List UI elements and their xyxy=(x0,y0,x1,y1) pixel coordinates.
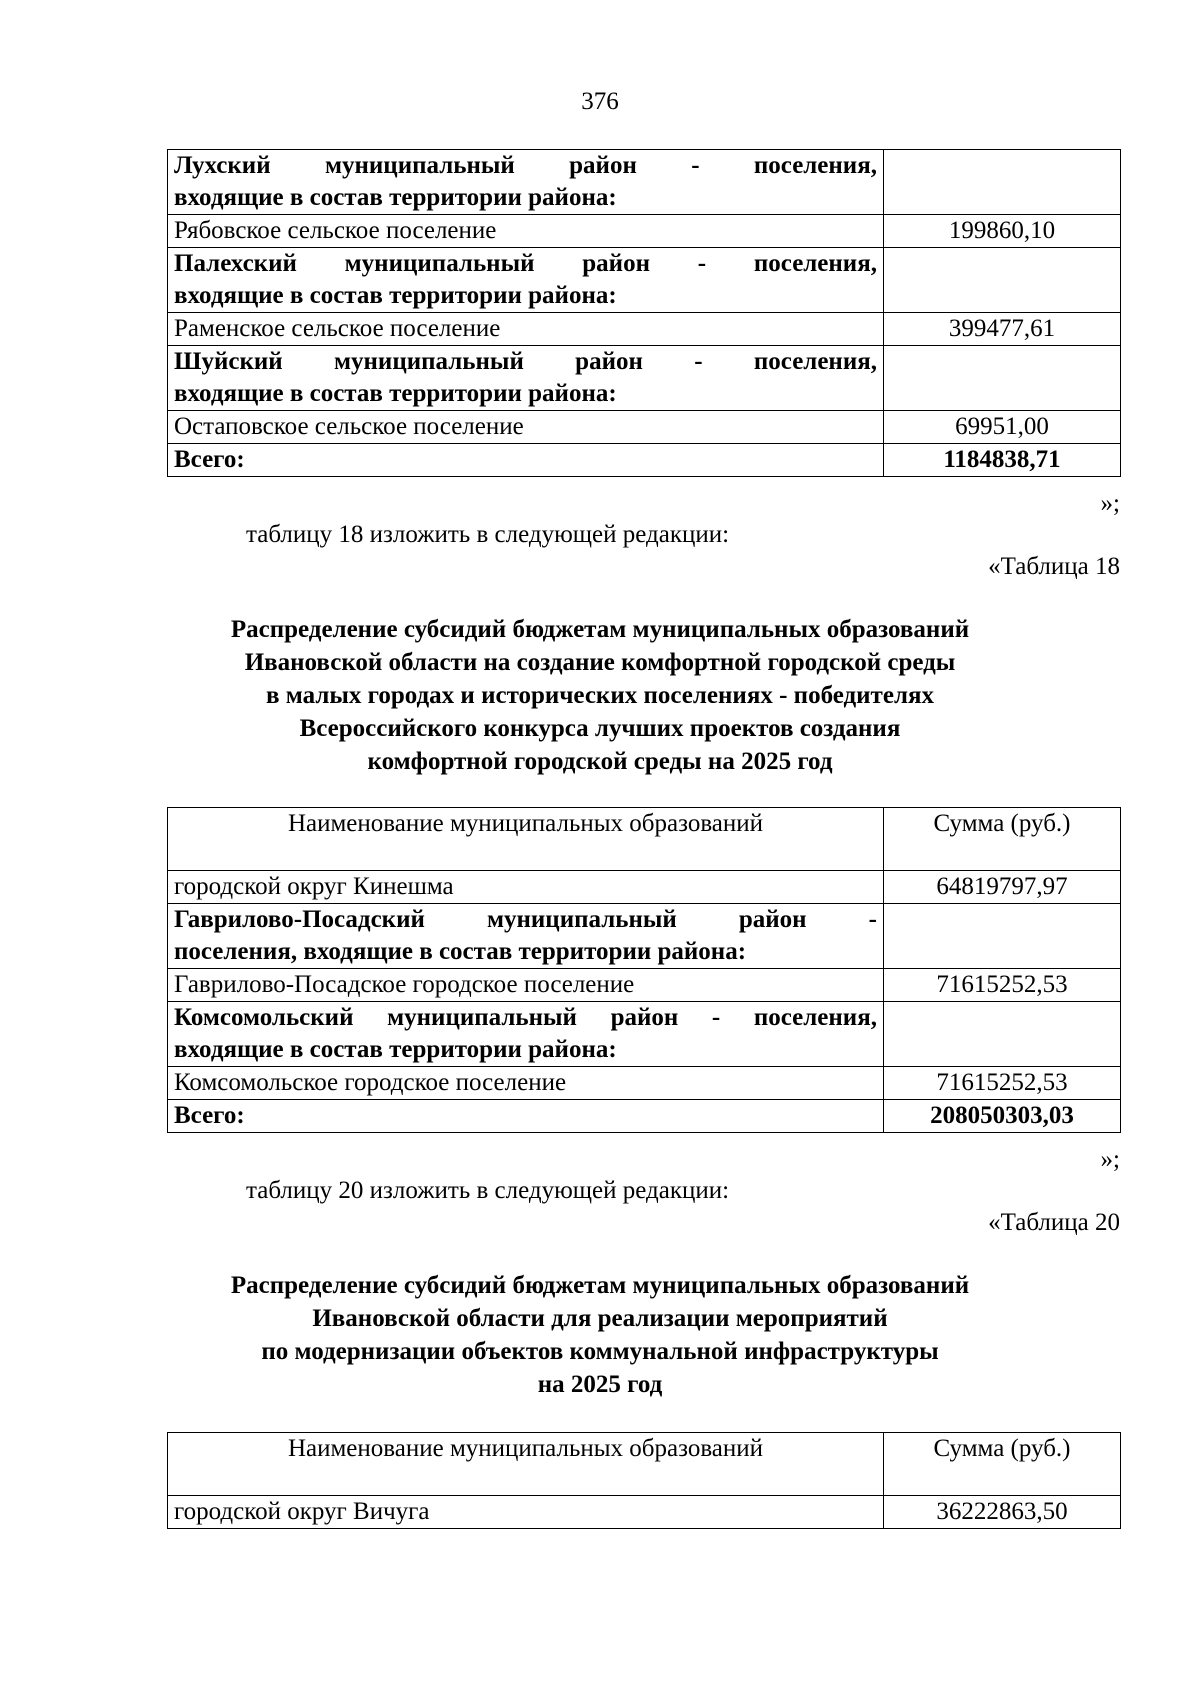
page-number: 376 xyxy=(581,88,619,115)
close-quote-18: »; xyxy=(1100,1146,1120,1173)
table-header-row xyxy=(168,1433,1121,1496)
sum-cell: 199860,10 xyxy=(884,215,1121,248)
table-row xyxy=(168,313,1121,346)
municipality-name-cell: Комсомольское городское поселение xyxy=(168,1067,884,1100)
municipality-name-cell: городской округ Вичуга xyxy=(168,1496,884,1529)
heading-line: Ивановской области на создание комфортной городской среды xyxy=(244,649,956,676)
table-17-continued xyxy=(167,149,1121,477)
municipality-name-cell: Раменское сельское поселение xyxy=(168,313,884,346)
group-name-line: входящие в состав территории района: xyxy=(174,380,617,407)
group-row xyxy=(168,248,1121,313)
sum-cell: 69951,00 xyxy=(884,411,1121,444)
group-name-line: поселения, входящие в состав территории района: xyxy=(174,938,747,965)
total-value: 1184838,71 xyxy=(884,444,1121,477)
sum-cell: 36222863,50 xyxy=(884,1496,1121,1529)
group-name-cell xyxy=(168,248,884,313)
close-quote-17: »; xyxy=(1100,490,1120,517)
table-20 xyxy=(167,1432,1121,1529)
column-header-name: Наименование муниципальных образований xyxy=(168,808,884,871)
total-label: Всего: xyxy=(168,444,884,477)
group-name-line: Лухский муниципальный район - поселения, xyxy=(174,152,877,179)
group-name-line: входящие в состав территории района: xyxy=(174,184,617,211)
table-row xyxy=(168,215,1121,248)
group-name-cell xyxy=(168,1002,884,1067)
sum-cell xyxy=(884,248,1121,313)
group-name-line: Комсомольский муниципальный район - поселения, xyxy=(174,1004,877,1031)
table-20-label: «Таблица 20 xyxy=(988,1209,1120,1236)
sum-cell: 64819797,97 xyxy=(884,871,1121,904)
municipality-name-cell: городской округ Кинешма xyxy=(168,871,884,904)
group-name-cell xyxy=(168,904,884,969)
column-header-sum: Сумма (руб.) xyxy=(884,1433,1121,1496)
heading-line: Распределение субсидий бюджетам муниципальных образований xyxy=(230,1272,970,1299)
table-18 xyxy=(167,807,1121,1133)
table-row xyxy=(168,969,1121,1002)
table-row xyxy=(168,1067,1121,1100)
group-name-line: входящие в состав территории района: xyxy=(174,282,617,309)
instruction-table-20: таблицу 20 изложить в следующей редакции: xyxy=(246,1177,730,1204)
group-name-cell xyxy=(168,346,884,411)
group-name-line: Палехский муниципальный район - поселения, xyxy=(174,250,877,277)
instruction-table-18: таблицу 18 изложить в следующей редакции: xyxy=(246,521,730,548)
table-18-label: «Таблица 18 xyxy=(988,553,1120,580)
sum-cell: 71615252,53 xyxy=(884,969,1121,1002)
column-header-sum: Сумма (руб.) xyxy=(884,808,1121,871)
sum-cell: 71615252,53 xyxy=(884,1067,1121,1100)
heading-line: на 2025 год xyxy=(537,1371,663,1398)
group-name-cell xyxy=(168,150,884,215)
table-20-heading xyxy=(0,1269,1200,1401)
column-header-name: Наименование муниципальных образований xyxy=(168,1433,884,1496)
group-row xyxy=(168,1002,1121,1067)
total-label: Всего: xyxy=(168,1100,884,1133)
heading-line: Всероссийского конкурса лучших проектов создания xyxy=(299,715,901,742)
municipality-name-cell: Гаврилово-Посадское городское поселение xyxy=(168,969,884,1002)
sum-cell xyxy=(884,150,1121,215)
heading-line: Распределение субсидий бюджетам муниципальных образований xyxy=(230,616,970,643)
table-18-heading xyxy=(0,613,1200,778)
heading-line: по модернизации объектов коммунальной инфраструктуры xyxy=(261,1338,939,1365)
group-name-line: входящие в состав территории района: xyxy=(174,1036,617,1063)
total-row xyxy=(168,444,1121,477)
group-row xyxy=(168,346,1121,411)
table-row xyxy=(168,1496,1121,1529)
heading-line: в малых городах и исторических поселениях - победителях xyxy=(265,682,934,709)
group-row xyxy=(168,150,1121,215)
group-row xyxy=(168,904,1121,969)
sum-cell xyxy=(884,1002,1121,1067)
group-name-line: Гаврилово-Посадский муниципальный район - xyxy=(174,906,877,933)
municipality-name-cell: Остаповское сельское поселение xyxy=(168,411,884,444)
total-value: 208050303,03 xyxy=(884,1100,1121,1133)
municipality-name-cell: Рябовское сельское поселение xyxy=(168,215,884,248)
total-row xyxy=(168,1100,1121,1133)
table-header-row xyxy=(168,808,1121,871)
table-row xyxy=(168,871,1121,904)
table-row xyxy=(168,411,1121,444)
group-name-line: Шуйский муниципальный район - поселения, xyxy=(174,348,877,375)
sum-cell: 399477,61 xyxy=(884,313,1121,346)
heading-line: комфортной городской среды на 2025 год xyxy=(367,748,833,775)
heading-line: Ивановской области для реализации мероприятий xyxy=(312,1305,888,1332)
sum-cell xyxy=(884,346,1121,411)
sum-cell xyxy=(884,904,1121,969)
